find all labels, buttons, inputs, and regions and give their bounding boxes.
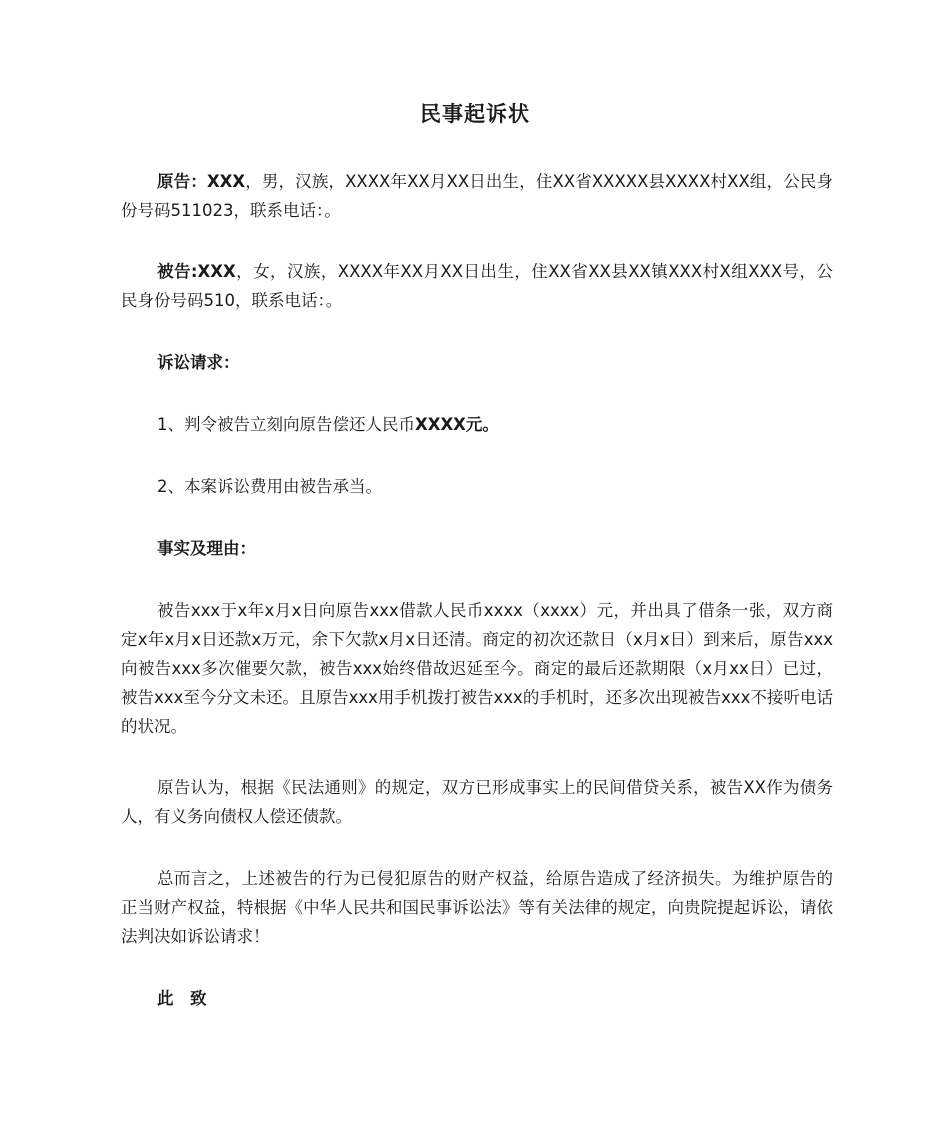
facts-paragraph: 被告xxx于x年x月x日向原告xxx借款人民币xxxx（xxxx）元，并出具了借条一张，双方商定x年x月x日还款x万元，余下欠款x月x日还清。商定的初次还款日（x月x日）到来后，原告xxx向被告xxx多次催要欠款，被告xxx始终借故迟延至今。商定的最后还款期限（x月xx日）已过，被告xxx至今分文未还。且原告xxx用手机拨打被告xxx的手机时，还多次出现被告xxx不接听电话的状况。: [121, 601, 833, 736]
claim-1-amount: XXXX元。: [415, 415, 499, 434]
plaintiff-label: 原告：: [157, 172, 207, 191]
document-title: 民事起诉状: [420, 102, 530, 126]
closing-text: 此 致: [157, 989, 207, 1008]
plaintiff-details: ，男，汉族，XXXX年XX月XX日出生，住XX省XXXXX县XXXX村XX组，公民身份号码511023，联系电话：。: [121, 172, 834, 220]
facts-heading: 事实及理由：: [157, 539, 256, 558]
claim-1-text: 1、判令被告立刻向原告偿还人民币: [157, 415, 415, 434]
conclusion-paragraph: 总而言之，上述被告的行为已侵犯原告的财产权益，给原告造成了经济损失。为维护原告的正当财产权益，特根据《中华人民共和国民事诉讼法》等有关法律的规定，向贵院提起诉讼，请依法判决如诉讼请求！: [121, 869, 833, 946]
plaintiff-name: XXX: [206, 172, 246, 191]
defendant-name: XXX: [197, 262, 236, 281]
claim-item-2: 2、本案诉讼费用由被告承当。: [157, 477, 382, 496]
reasoning-paragraph: 原告认为，根据《民法通则》的规定，双方已形成事实上的民间借贷关系，被告XX作为债务人，有义务向债权人偿还债款。: [121, 778, 833, 826]
claim-item-1: [121, 410, 833, 439]
defendant-paragraph: [121, 257, 833, 315]
plaintiff-paragraph: [121, 167, 833, 225]
defendant-details: ，女，汉族，XXXX年XX月XX日出生，住XX省XX县XX镇XXX村X组XXX号，公民身份号码510，联系电话：。: [121, 262, 833, 310]
defendant-label: 被告:: [157, 262, 198, 281]
claims-heading: 诉讼请求：: [157, 353, 240, 372]
